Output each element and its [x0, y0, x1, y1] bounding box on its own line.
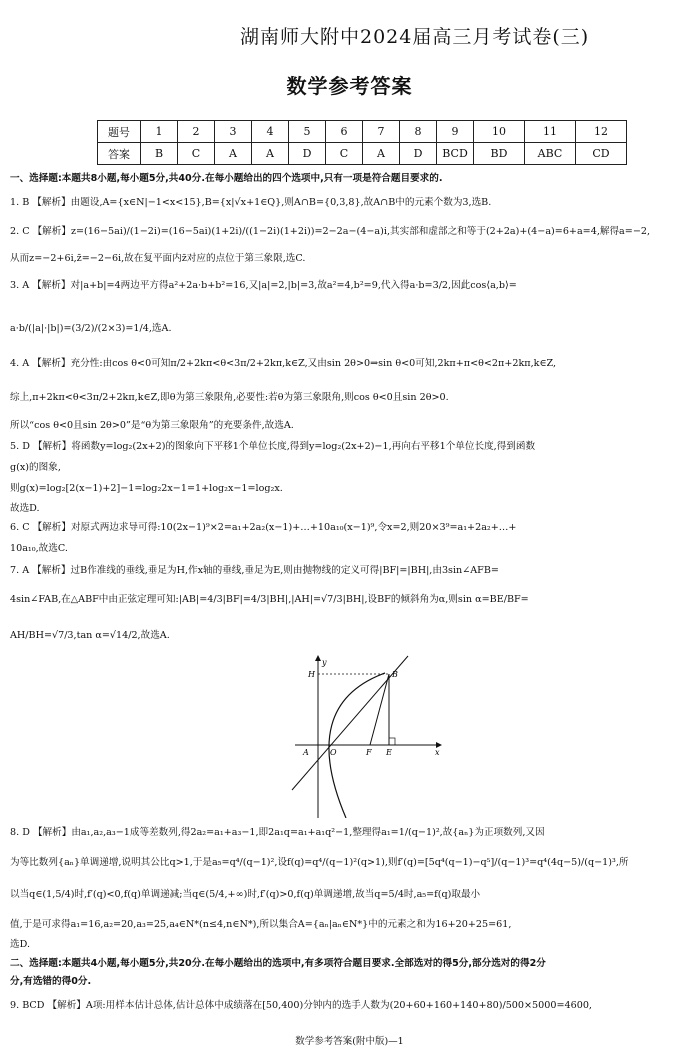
parabola-figure	[290, 650, 450, 818]
y-axis-arrow	[315, 655, 321, 661]
table-cell: A	[215, 143, 252, 165]
table-cell: A	[252, 143, 289, 165]
table-cell: 1	[141, 121, 178, 143]
answer-line: 则g(x)=log₂[2(x−1)+2]−1=log₂2x−1=1+log₂x−1=log₂x.	[10, 483, 283, 494]
table-header-cell: 题号	[98, 121, 141, 143]
table-cell: 12	[576, 121, 627, 143]
table-cell: BD	[474, 143, 525, 165]
answer-line: 5. D 【解析】将函数y=log₂(2x+2)的图象向下平移1个单位长度,得到y=log₂(2x+2)−1,再向右平移1个单位长度,得到函数	[10, 441, 536, 452]
answer-line: 6. C 【解析】对原式两边求导可得:10(2x−1)⁹×2=a₁+2a₂(x−1)+…+10a₁₀(x−1)⁹,令x=2,则20×3⁹=a₁+2a₂+…+	[10, 522, 517, 533]
table-cell: 4	[252, 121, 289, 143]
answer-line: 综上,π+2kπ<θ<3π/2+2kπ,k∈Z,即θ为第三象限角,必要性:若θ为第三象限角,则cos θ<0且sin 2θ>0.	[10, 392, 449, 403]
answer-line: a·b/(|a|·|b|)=(3/2)/(2×3)=1/4,选A.	[10, 323, 172, 334]
answer-line: 7. A 【解析】过B作准线的垂线,垂足为H,作x轴的垂线,垂足为E,则由抛物线的定义可得|BF|=|BH|,由3sin∠AFB=	[10, 565, 499, 576]
label-o: O	[330, 748, 337, 757]
answer-line: 2. C 【解析】z=(16−5ai)/(1−2i)=(16−5ai)(1+2i)/((1−2i)(1+2i))=2−2a−(4−a)i,其实部和虚部之和等于(2+2a)+(4−a)=6+a=4,解得a=−2,	[10, 226, 651, 237]
table-header-cell: 答案	[98, 143, 141, 165]
answer-table	[97, 120, 627, 165]
label-a: A	[303, 748, 309, 757]
table-cell: D	[400, 143, 437, 165]
table-cell: 6	[326, 121, 363, 143]
table-row	[98, 143, 627, 165]
page-title: 湖南师大附中2024届高三月考试卷(三)	[240, 26, 590, 48]
table-cell: 5	[289, 121, 326, 143]
page-footer: 数学参考答案(附中版)—1	[295, 1036, 404, 1047]
section-heading: 分,有选错的得0分.	[10, 976, 92, 987]
answer-line: 3. A 【解析】对|a+b|=4两边平方得a²+2a·b+b²=16,又|a|=2,|b|=3,故a²=4,b²=9,代入得a·b=3/2,因此cos⟨a,b⟩=	[10, 280, 517, 291]
answer-line: 选D.	[10, 939, 30, 950]
table-cell: A	[363, 143, 400, 165]
table-cell: 7	[363, 121, 400, 143]
table-cell: CD	[576, 143, 627, 165]
label-b: B	[392, 670, 398, 679]
table-row	[98, 121, 627, 143]
table-cell: C	[178, 143, 215, 165]
table-cell: 8	[400, 121, 437, 143]
label-x: x	[435, 748, 440, 757]
table-cell: B	[141, 143, 178, 165]
answer-line: 8. D 【解析】由a₁,a₂,a₃−1成等差数列,得2a₂=a₁+a₃−1,即2a₁q=a₁+a₁q²−1,整理得a₁=1/(q−1)²,故{aₙ}为正项数列,又因	[10, 827, 545, 838]
answer-line: g(x)的图象,	[10, 462, 61, 473]
answer-line: 4sin∠FAB,在△ABF中由正弦定理可知:|AB|=4/3|BF|=4/3|BH|,|AH|=√7/3|BH|,设BF的倾斜角为α,则sin α=BE/BF=	[10, 594, 529, 605]
page-subtitle: 数学参考答案	[286, 74, 413, 98]
answer-line: 故选D.	[10, 503, 40, 514]
section-heading: 二、选择题:本题共4小题,每小题5分,共20分.在每小题给出的选项中,有多项符合题目要求.全部选对的得5分,部分选对的得2分	[10, 958, 546, 969]
answer-line: 从而z=−2+6i,z̄=−2−6i,故在复平面内z̄对应的点位于第三象限,选C.	[10, 253, 306, 264]
answer-line: 4. A 【解析】充分性:由cos θ<0可知π/2+2kπ<θ<3π/2+2kπ,k∈Z,又由sin 2θ>0⇒sin θ<0可知,2kπ+π<θ<2π+2kπ,k∈Z,	[10, 358, 557, 369]
table-cell: 2	[178, 121, 215, 143]
table-cell: 9	[437, 121, 474, 143]
answer-line: 所以“cos θ<0且sin 2θ>0”是“θ为第三象限角”的充要条件,故选A.	[10, 420, 294, 431]
table-cell: 10	[474, 121, 525, 143]
answer-line: 以当q∈(1,5/4)时,f′(q)<0,f(q)单调递减;当q∈(5/4,+∞)时,f′(q)>0,f(q)单调递增,故当q=5/4时,a₅=f(q)取最小	[10, 889, 481, 900]
answer-line: 1. B 【解析】由题设,A={x∈N|−1<x<15},B={x|√x+1∈Q},则A∩B={0,3,8},故A∩B中的元素个数为3,选B.	[10, 197, 492, 208]
answer-line: AH/BH=√7/3,tan α=√14/2,故选A.	[10, 630, 170, 641]
label-e: E	[386, 748, 392, 757]
section-heading: 一、选择题:本题共8小题,每小题5分,共40分.在每小题给出的四个选项中,只有一项是符合题目要求的.	[10, 173, 443, 184]
answer-line: 值,于是可求得a₁=16,a₂=20,a₃=25,a₄∈N*(n≤4,n∈N*),所以集合A={aₙ|aₙ∈N*}中的元素之和为16+20+25=61,	[10, 919, 512, 930]
answer-line: 为等比数列{aₙ}单调递增,说明其公比q>1,于是a₅=q⁴/(q−1)²,设f(q)=q⁴/(q−1)²(q>1),则f′(q)=[5q⁴(q−1)−q⁵]/(q−1)³=q⁴(4q−5)/(q−1)³,所	[10, 857, 629, 868]
table-cell: C	[326, 143, 363, 165]
table-cell: ABC	[525, 143, 576, 165]
label-f: F	[366, 748, 372, 757]
table-cell: 11	[525, 121, 576, 143]
table-cell: 3	[215, 121, 252, 143]
answer-line: 9. BCD 【解析】A项:用样本估计总体,估计总体中成绩落在[50,400)分钟内的选手人数为(20+60+160+140+80)/500×5000=4600,	[10, 1000, 592, 1011]
right-angle-mark	[389, 738, 395, 745]
segment-bf	[370, 674, 389, 745]
table-cell: D	[289, 143, 326, 165]
answer-line: 10a₁₀,故选C.	[10, 543, 68, 554]
table-cell: BCD	[437, 143, 474, 165]
label-y: y	[322, 658, 327, 667]
label-h: H	[308, 670, 315, 679]
